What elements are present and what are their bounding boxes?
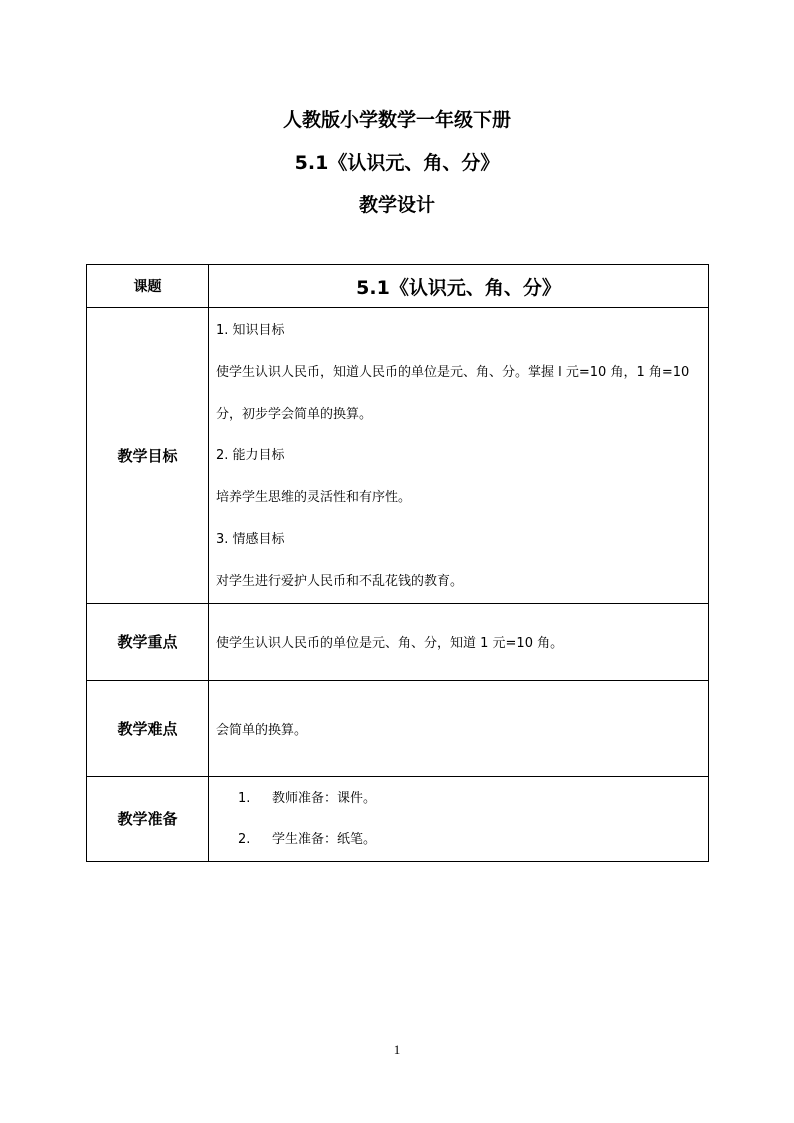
key-points-label: 教学重点 xyxy=(87,603,209,680)
objective-line: 2. 能力目标 xyxy=(216,448,285,464)
difficulties-label: 教学难点 xyxy=(87,680,209,776)
objective-line: 3. 情感目标 xyxy=(216,531,285,547)
objective-line: 培养学生思维的灵活性和有序性。 xyxy=(216,490,412,506)
topic-label: 课题 xyxy=(87,265,209,308)
topic-row xyxy=(87,265,709,308)
list-item xyxy=(216,819,708,860)
difficulties-text: 会简单的换算。 xyxy=(209,680,709,776)
objective-line: 1. 知识目标 xyxy=(216,323,285,338)
lesson-title: 5.1《认识元、角、分》 xyxy=(294,152,500,174)
list-item-number: 1. xyxy=(238,790,251,806)
document-title: 人教版小学数学一年级下册 xyxy=(282,109,511,131)
page-number: 1 xyxy=(393,1042,401,1057)
list-item-number: 2. xyxy=(238,831,251,847)
difficulties-row xyxy=(87,680,709,776)
objective-line: 使学生认识人民币，知道人民币的单位是元、角、分。掌握 l 元=10 角，1 角=10 xyxy=(216,364,690,380)
objective-line: 分，初步学会简单的换算。 xyxy=(216,406,373,422)
objectives-row xyxy=(87,308,709,604)
key-points-row xyxy=(87,603,709,680)
objectives-label: 教学目标 xyxy=(87,308,209,604)
preparation-content xyxy=(209,776,709,861)
lesson-plan-table xyxy=(86,264,709,862)
list-item-text: 学生准备：纸笔。 xyxy=(272,831,377,847)
objectives-content xyxy=(209,308,709,604)
document-subtitle: 教学设计 xyxy=(358,194,435,216)
key-points-text: 使学生认识人民币的单位是元、角、分，知道 1 元=10 角。 xyxy=(209,603,709,680)
list-item-text: 教师准备：课件。 xyxy=(272,790,377,806)
preparation-row xyxy=(87,776,709,861)
topic-value: 5.1《认识元、角、分》 xyxy=(209,265,709,308)
objective-line: 对学生进行爱护人民币和不乱花钱的教育。 xyxy=(216,573,464,589)
list-item xyxy=(216,778,708,819)
preparation-label: 教学准备 xyxy=(87,776,209,861)
preparation-list xyxy=(216,778,708,860)
